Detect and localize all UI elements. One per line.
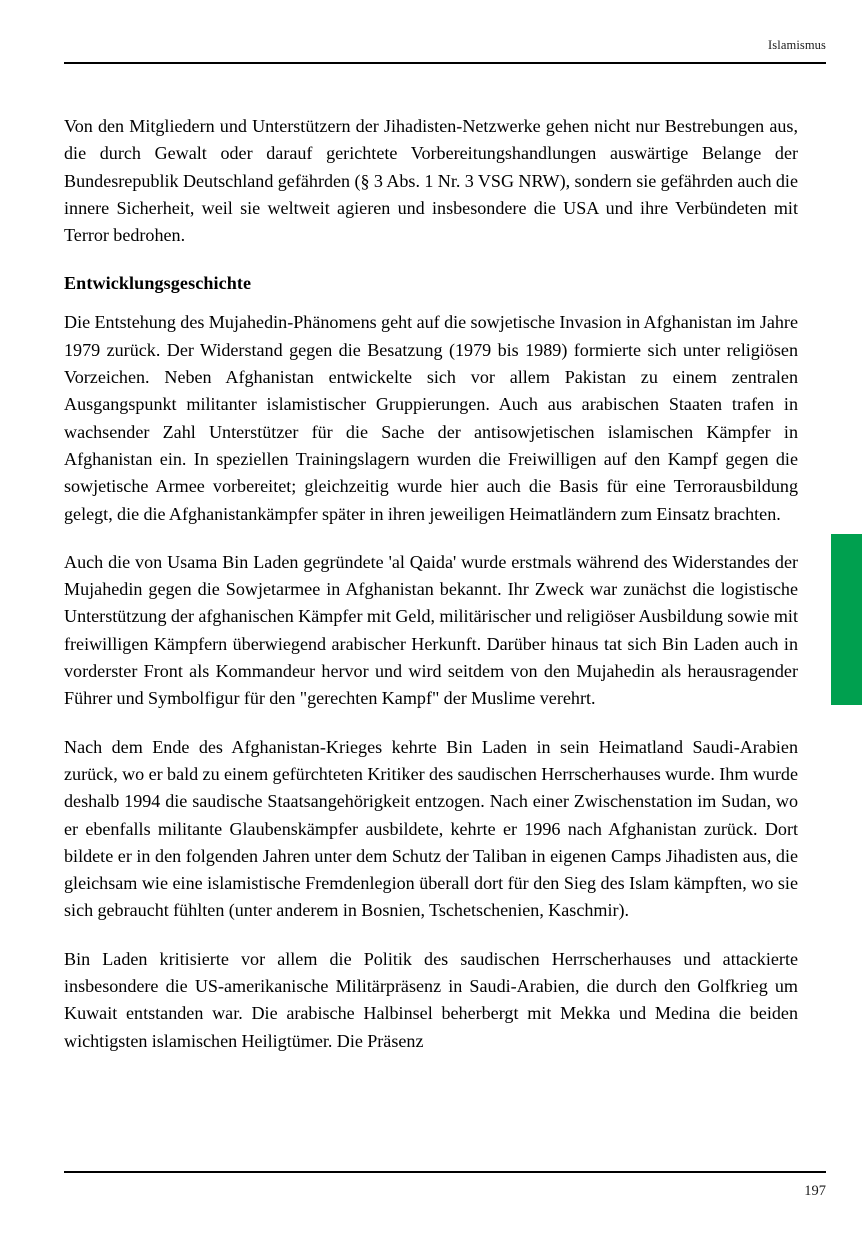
paragraph-intro: Von den Mitgliedern und Unterstützern der Jihadisten-Netzwerke gehen nicht nur Bestrebungen aus, die durch Gewalt oder darauf gerichtete Vorbereitungshandlungen auswärtige Belange der Bundesrepublik Deutschland gefährden (§ 3 Abs. 1 Nr. 3 VSG NRW), sondern sie gefährden auch die innere Sicherheit, weil sie weltweit agieren und insbesondere die USA und ihre Verbündeten mit Terror bedrohen. <box>64 116 798 246</box>
chapter-thumb-index-tab <box>831 534 862 705</box>
section-heading-block <box>64 270 798 296</box>
text-column <box>64 113 798 1055</box>
paragraph-al-qaida-founding: Auch die von Usama Bin Laden gegründete 'al Qaida' wurde erstmals während des Widerstandes der Mujahedin gegen die Sowjetarmee in Afghanistan bekannt. Ihr Zweck war zunächst die logistische Unterstützung der afghanischen Kämpfer mit Geld, militärischer und religiöser Ausbildung sowie mit freiwilligen Kämpfern überwiegend arabischer Herkunft. Darüber hinaus tat sich Bin Laden auch in vorderster Front als Kommandeur hervor und wird seitdem von den Mujahedin als herausragender Führer und Symbolfigur für den "gerechten Kampf" der Muslime verehrt. <box>64 551 798 709</box>
paragraph-bin-laden-criticism: Bin Laden kritisierte vor allem die Politik des saudischen Herrscherhauses und attackierte insbesondere die US-amerikanische Militärpräsenz in Saudi-Arabien, die durch den Golfkrieg um Kuwait entstanden war. Die arabische Halbinsel beherbergt mit Mekka und Medina die beiden wichtigsten islamischen Heiligtümer. Die Präsenz <box>64 948 798 1051</box>
header-rule <box>64 62 826 64</box>
running-header: Islamismus <box>768 38 826 52</box>
page-number: 197 <box>804 1183 826 1199</box>
paragraph-mujahedin-origins: Die Entstehung des Mujahedin-Phänomens geht auf die sowjetische Invasion in Afghanistan im Jahre 1979 zurück. Der Widerstand gegen die Besatzung (1979 bis 1989) formierte sich unter religiösen Vorzeichen. Neben Afghanistan entwickelte sich vor allem Pakistan zu einem zentralen Ausgangspunkt militanter islamistischer Gruppierungen. Auch aus arabischen Staaten trafen in wachsender Zahl Unterstützer für die Sache der antisowjetischen islamischen Kämpfer in Afghanistan ein. In speziellen Trainingslagern wurden die Freiwilligen auf den Kampf gegen die sowjetische Armee vorbereitet; gleichzeitig wurde hier auch die Basis für eine Terrorausbildung gelegt, die die Afghanistankämpfer später in ihren jeweiligen Heimatländern zum Einsatz brachten. <box>64 312 798 524</box>
footer-rule <box>64 1171 826 1173</box>
paragraph-bin-laden-return: Nach dem Ende des Afghanistan-Krieges kehrte Bin Laden in sein Heimatland Saudi-Arabien zurück, wo er bald zu einem gefürchteten Kritiker des saudischen Herrscherhauses wurde. Ihm wurde deshalb 1994 die saudische Staatsangehörigkeit entzogen. Nach einer Zwischenstation im Sudan, wo er ebenfalls militante Glaubenskämpfer ausbildete, kehrte er 1996 nach Afghanistan zurück. Dort bildete er in den folgenden Jahren unter dem Schutz der Taliban in eigenen Camps Jihadisten aus, die gleichsam wie eine islamistische Fremdenlegion überall dort für den Sieg des Islam kämpften, wo sie sich gebraucht fühlten (unter anderem in Bosnien, Tschetschenien, Kaschmir). <box>64 736 798 921</box>
section-heading-entwicklungsgeschichte: Entwicklungsgeschichte <box>64 273 252 294</box>
